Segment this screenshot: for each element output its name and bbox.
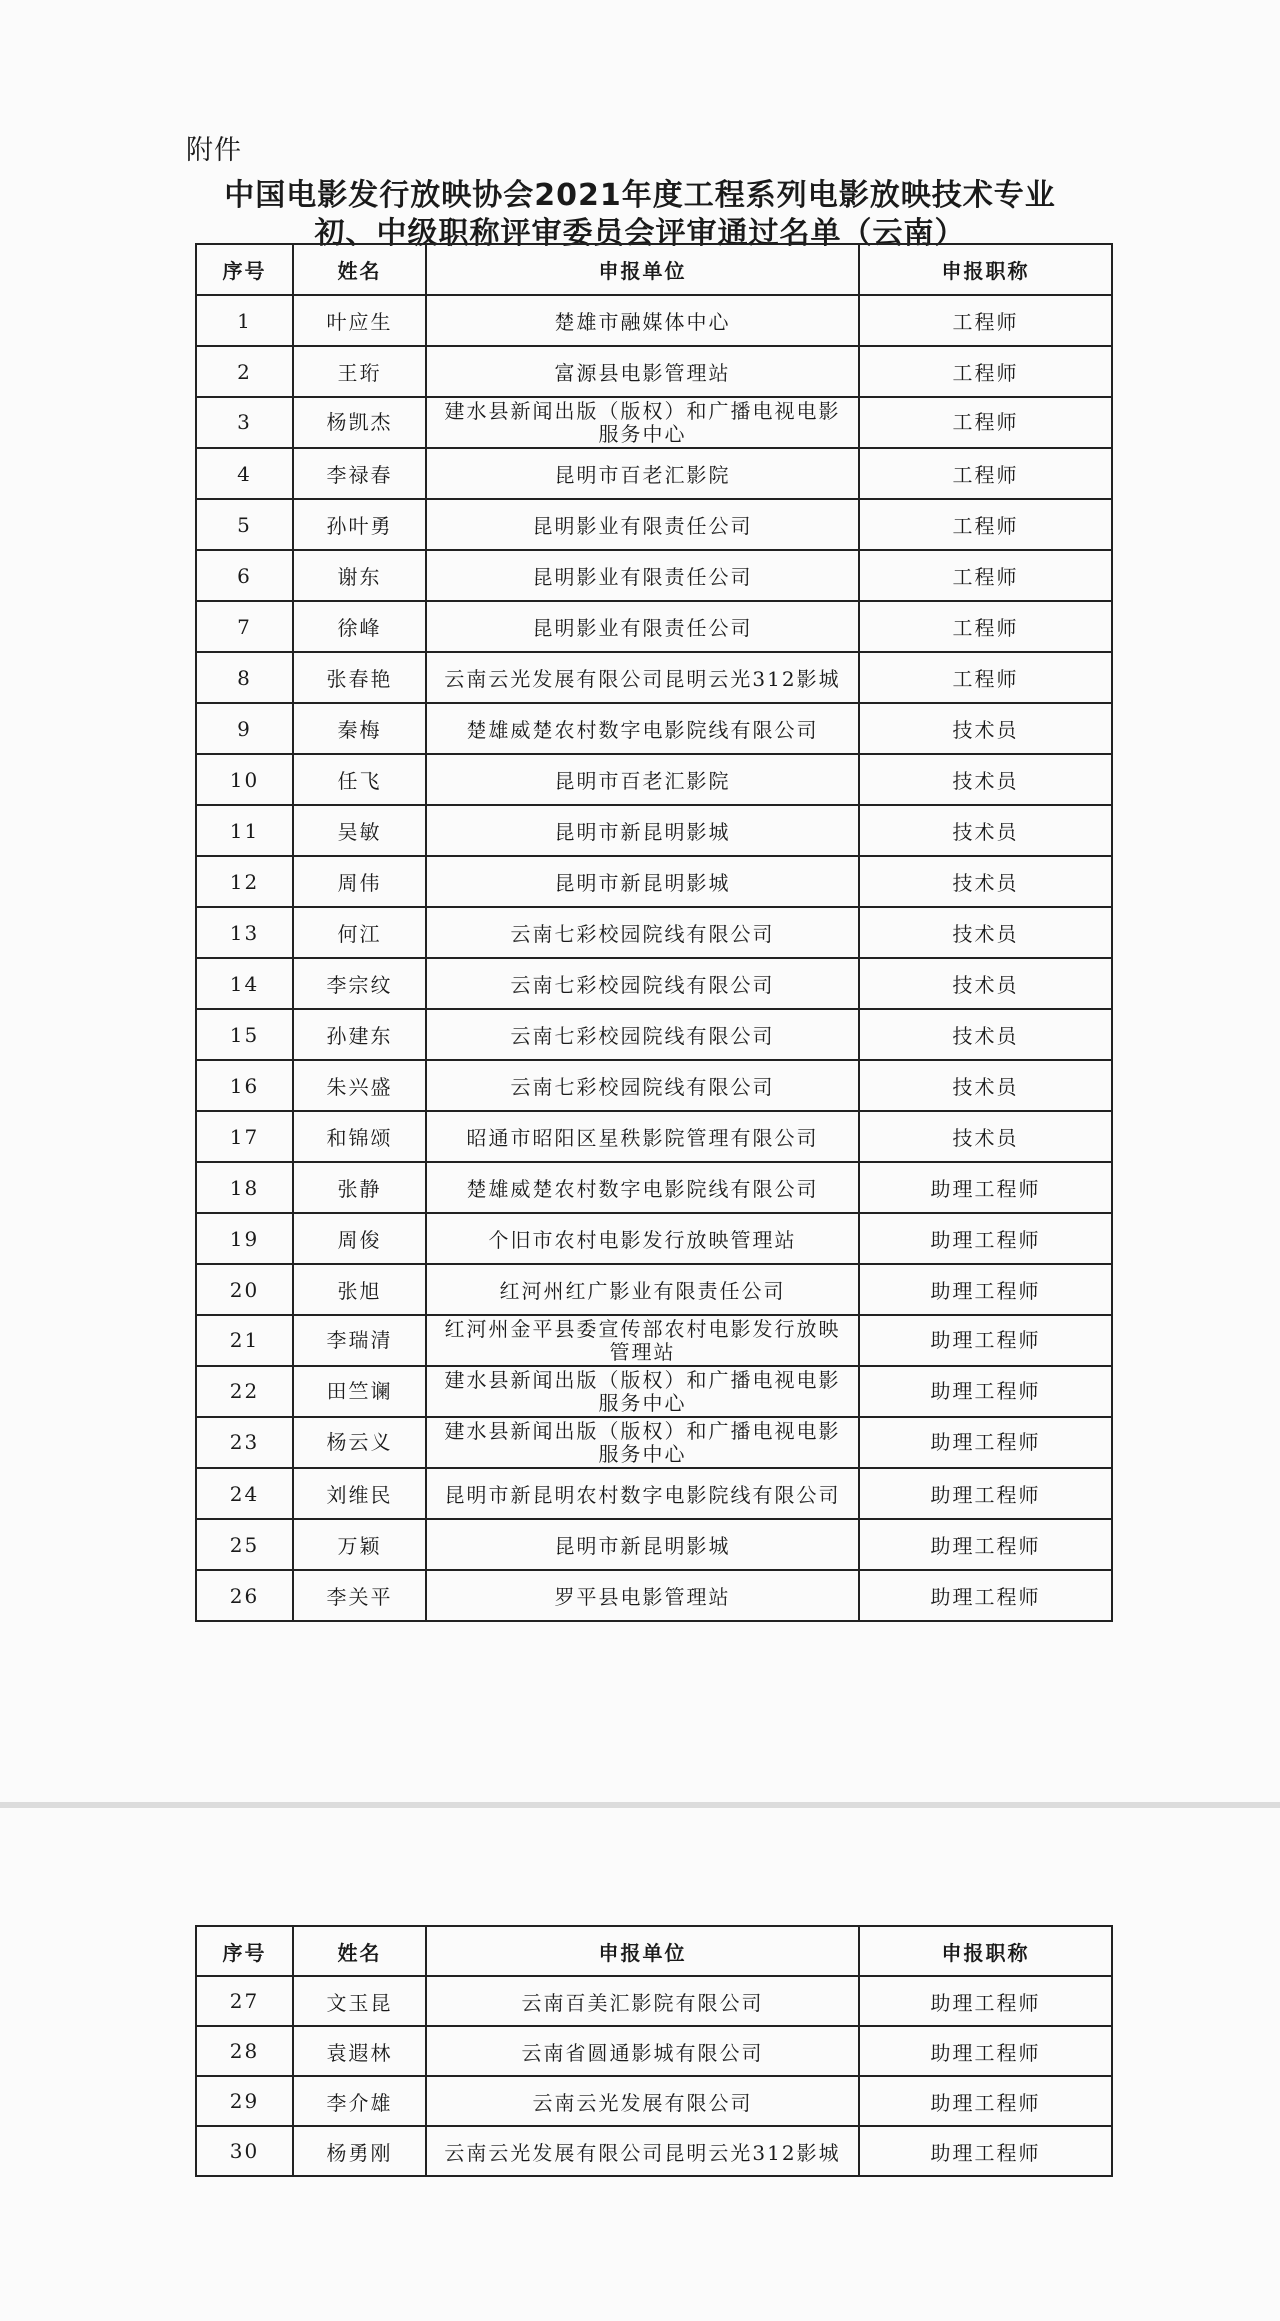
row-name: 李瑞清 <box>293 1315 426 1366</box>
row-name: 任飞 <box>293 754 426 805</box>
row-no: 4 <box>196 448 293 499</box>
row-unit-line: 服务中心 <box>598 421 687 446</box>
table-row <box>196 1366 1112 1417</box>
row-no: 11 <box>196 805 293 856</box>
row-title: 助理工程师 <box>859 1213 1112 1264</box>
row-name: 李介雄 <box>293 2076 426 2126</box>
row-unit: 楚雄威楚农村数字电影院线有限公司 <box>426 1162 859 1213</box>
table-header-row <box>196 244 1112 295</box>
row-name: 田竺谰 <box>293 1366 426 1417</box>
approved-list-table <box>195 243 1113 1622</box>
header-no: 序号 <box>196 1926 293 1976</box>
row-no: 8 <box>196 652 293 703</box>
row-unit <box>426 1315 859 1366</box>
row-title: 助理工程师 <box>859 1315 1112 1366</box>
row-no: 17 <box>196 1111 293 1162</box>
row-unit-line: 建水县新闻出版（版权）和广播电视电影 <box>444 398 841 423</box>
row-name: 王珩 <box>293 346 426 397</box>
row-no: 16 <box>196 1060 293 1111</box>
row-unit-line: 建水县新闻出版（版权）和广播电视电影 <box>444 1367 841 1392</box>
row-unit: 云南七彩校园院线有限公司 <box>426 1060 859 1111</box>
row-unit: 个旧市农村电影发行放映管理站 <box>426 1213 859 1264</box>
row-unit: 云南云光发展有限公司 <box>426 2076 859 2126</box>
row-title: 助理工程师 <box>859 2026 1112 2076</box>
row-name: 袁遐林 <box>293 2026 426 2076</box>
row-title: 技术员 <box>859 754 1112 805</box>
table-row <box>196 805 1112 856</box>
row-no: 14 <box>196 958 293 1009</box>
row-name: 吴敏 <box>293 805 426 856</box>
table-row <box>196 2026 1112 2076</box>
table-row <box>196 958 1112 1009</box>
row-unit: 昭通市昭阳区星秩影院管理有限公司 <box>426 1111 859 1162</box>
table-row <box>196 703 1112 754</box>
row-no: 29 <box>196 2076 293 2126</box>
row-no: 9 <box>196 703 293 754</box>
row-no: 21 <box>196 1315 293 1366</box>
row-unit: 昆明影业有限责任公司 <box>426 550 859 601</box>
row-no: 22 <box>196 1366 293 1417</box>
row-unit-line: 管理站 <box>609 1339 676 1364</box>
table-row <box>196 2076 1112 2126</box>
row-title: 工程师 <box>859 346 1112 397</box>
row-name: 叶应生 <box>293 295 426 346</box>
row-title: 助理工程师 <box>859 1417 1112 1468</box>
row-name: 文玉昆 <box>293 1976 426 2026</box>
row-title: 助理工程师 <box>859 1570 1112 1621</box>
row-unit: 昆明市新昆明农村数字电影院线有限公司 <box>426 1468 859 1519</box>
row-title: 助理工程师 <box>859 1366 1112 1417</box>
row-no: 5 <box>196 499 293 550</box>
table-row <box>196 2126 1112 2176</box>
row-name: 孙建东 <box>293 1009 426 1060</box>
row-name: 徐峰 <box>293 601 426 652</box>
row-name: 张春艳 <box>293 652 426 703</box>
header-name: 姓名 <box>293 244 426 295</box>
row-title: 工程师 <box>859 652 1112 703</box>
row-unit: 昆明市新昆明影城 <box>426 805 859 856</box>
row-title: 技术员 <box>859 805 1112 856</box>
table-row <box>196 1162 1112 1213</box>
header-name: 姓名 <box>293 1926 426 1976</box>
document-page-2 <box>0 1808 1280 2321</box>
row-no: 27 <box>196 1976 293 2026</box>
row-name: 孙叶勇 <box>293 499 426 550</box>
row-no: 3 <box>196 397 293 448</box>
row-name: 张静 <box>293 1162 426 1213</box>
row-title: 工程师 <box>859 448 1112 499</box>
row-name: 李禄春 <box>293 448 426 499</box>
row-unit: 云南百美汇影院有限公司 <box>426 1976 859 2026</box>
table-row <box>196 1264 1112 1315</box>
row-title: 助理工程师 <box>859 1264 1112 1315</box>
row-name: 李关平 <box>293 1570 426 1621</box>
row-no: 25 <box>196 1519 293 1570</box>
row-no: 13 <box>196 907 293 958</box>
document-title-line-1: 中国电影发行放映协会2021年度工程系列电影放映技术专业 <box>224 178 1056 213</box>
row-no: 30 <box>196 2126 293 2176</box>
table-row <box>196 295 1112 346</box>
row-name: 杨勇刚 <box>293 2126 426 2176</box>
document-title-line-2: 初、中级职称评审委员会评审通过名单（云南） <box>314 216 966 251</box>
row-unit: 富源县电影管理站 <box>426 346 859 397</box>
row-no: 26 <box>196 1570 293 1621</box>
row-no: 2 <box>196 346 293 397</box>
row-unit <box>426 1417 859 1468</box>
row-unit: 云南云光发展有限公司昆明云光312影城 <box>426 652 859 703</box>
row-unit: 罗平县电影管理站 <box>426 1570 859 1621</box>
row-unit: 昆明市新昆明影城 <box>426 856 859 907</box>
row-unit-line: 红河州金平县委宣传部农村电影发行放映 <box>444 1316 841 1341</box>
table-row <box>196 1009 1112 1060</box>
row-unit-line: 服务中心 <box>598 1441 687 1466</box>
row-name: 张旭 <box>293 1264 426 1315</box>
row-title: 助理工程师 <box>859 1468 1112 1519</box>
row-title: 工程师 <box>859 550 1112 601</box>
table-row <box>196 1213 1112 1264</box>
row-unit: 云南云光发展有限公司昆明云光312影城 <box>426 2126 859 2176</box>
row-name: 和锦颂 <box>293 1111 426 1162</box>
row-unit <box>426 1366 859 1417</box>
table-row <box>196 499 1112 550</box>
table-row <box>196 601 1112 652</box>
row-no: 6 <box>196 550 293 601</box>
row-title: 助理工程师 <box>859 2126 1112 2176</box>
table-row <box>196 397 1112 448</box>
table-row <box>196 754 1112 805</box>
row-title: 技术员 <box>859 1111 1112 1162</box>
row-no: 15 <box>196 1009 293 1060</box>
row-title: 技术员 <box>859 907 1112 958</box>
header-no: 序号 <box>196 244 293 295</box>
table-row <box>196 1570 1112 1621</box>
table-row <box>196 346 1112 397</box>
row-title: 助理工程师 <box>859 1519 1112 1570</box>
row-unit: 云南省圆通影城有限公司 <box>426 2026 859 2076</box>
table-row <box>196 1060 1112 1111</box>
row-title: 工程师 <box>859 397 1112 448</box>
row-unit: 昆明影业有限责任公司 <box>426 499 859 550</box>
table-row <box>196 1111 1112 1162</box>
row-no: 12 <box>196 856 293 907</box>
row-unit: 昆明市新昆明影城 <box>426 1519 859 1570</box>
table-row <box>196 1417 1112 1468</box>
row-no: 10 <box>196 754 293 805</box>
row-unit: 云南七彩校园院线有限公司 <box>426 1009 859 1060</box>
row-name: 谢东 <box>293 550 426 601</box>
row-title: 助理工程师 <box>859 1976 1112 2026</box>
row-unit: 昆明影业有限责任公司 <box>426 601 859 652</box>
row-name: 刘维民 <box>293 1468 426 1519</box>
row-title: 工程师 <box>859 601 1112 652</box>
table-row <box>196 1468 1112 1519</box>
row-title: 技术员 <box>859 856 1112 907</box>
row-no: 28 <box>196 2026 293 2076</box>
row-unit: 红河州红广影业有限责任公司 <box>426 1264 859 1315</box>
row-name: 杨凯杰 <box>293 397 426 448</box>
row-name: 李宗纹 <box>293 958 426 1009</box>
table-header-row <box>196 1926 1112 1976</box>
row-title: 技术员 <box>859 1060 1112 1111</box>
row-unit: 云南七彩校园院线有限公司 <box>426 958 859 1009</box>
row-unit: 云南七彩校园院线有限公司 <box>426 907 859 958</box>
table-row <box>196 856 1112 907</box>
header-unit: 申报单位 <box>426 244 859 295</box>
row-title: 技术员 <box>859 958 1112 1009</box>
row-unit <box>426 397 859 448</box>
table-row <box>196 550 1112 601</box>
table-row <box>196 652 1112 703</box>
row-no: 1 <box>196 295 293 346</box>
table-row <box>196 1315 1112 1366</box>
row-unit: 昆明市百老汇影院 <box>426 448 859 499</box>
row-name: 万颖 <box>293 1519 426 1570</box>
row-name: 朱兴盛 <box>293 1060 426 1111</box>
row-unit-line: 建水县新闻出版（版权）和广播电视电影 <box>444 1418 841 1443</box>
row-name: 秦梅 <box>293 703 426 754</box>
row-title: 助理工程师 <box>859 2076 1112 2126</box>
row-name: 杨云义 <box>293 1417 426 1468</box>
header-title: 申报职称 <box>859 244 1112 295</box>
row-no: 20 <box>196 1264 293 1315</box>
row-unit: 楚雄威楚农村数字电影院线有限公司 <box>426 703 859 754</box>
header-title: 申报职称 <box>859 1926 1112 1976</box>
row-title: 工程师 <box>859 499 1112 550</box>
row-unit-line: 服务中心 <box>598 1390 687 1415</box>
row-no: 7 <box>196 601 293 652</box>
row-title: 工程师 <box>859 295 1112 346</box>
row-no: 23 <box>196 1417 293 1468</box>
row-name: 何江 <box>293 907 426 958</box>
attachment-label: 附件 <box>186 135 242 166</box>
table-row <box>196 448 1112 499</box>
row-no: 18 <box>196 1162 293 1213</box>
approved-list-table-continued <box>195 1925 1113 2177</box>
row-title: 助理工程师 <box>859 1162 1112 1213</box>
row-no: 24 <box>196 1468 293 1519</box>
row-unit: 昆明市百老汇影院 <box>426 754 859 805</box>
row-title: 技术员 <box>859 703 1112 754</box>
row-name: 周伟 <box>293 856 426 907</box>
header-unit: 申报单位 <box>426 1926 859 1976</box>
table-row <box>196 907 1112 958</box>
row-name: 周俊 <box>293 1213 426 1264</box>
row-unit: 楚雄市融媒体中心 <box>426 295 859 346</box>
table-row <box>196 1976 1112 2026</box>
table-row <box>196 1519 1112 1570</box>
row-no: 19 <box>196 1213 293 1264</box>
row-title: 技术员 <box>859 1009 1112 1060</box>
